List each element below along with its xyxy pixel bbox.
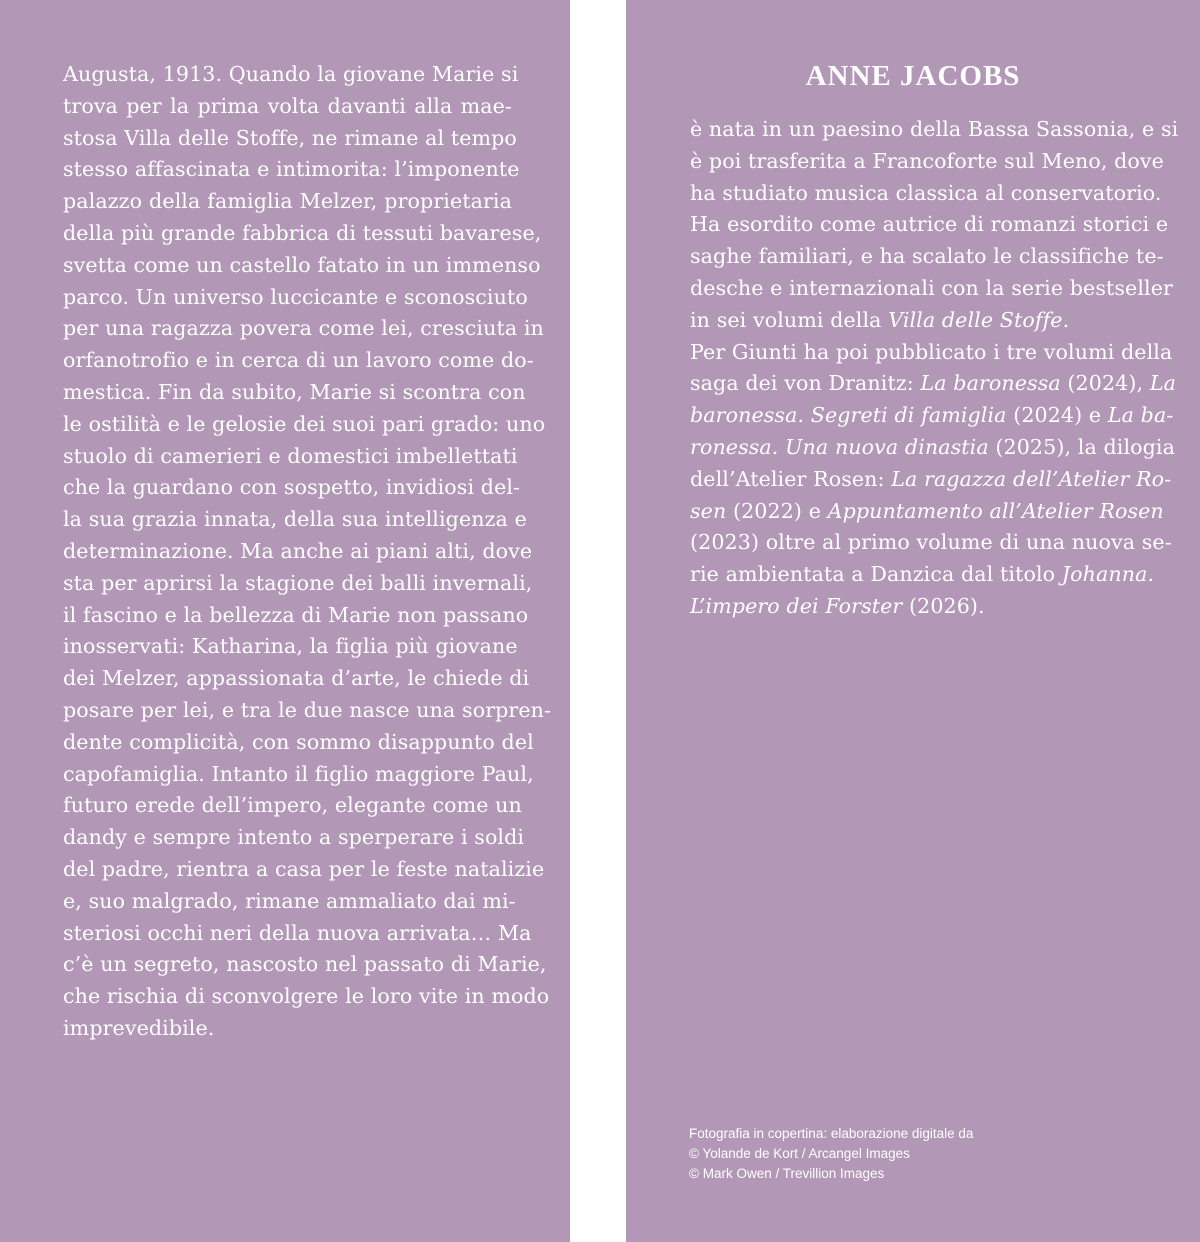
bio-line (690, 209, 1169, 241)
blurb-line: steriosi occhi neri della nuova arrivata… Ma (63, 920, 532, 945)
blurb-line: la sua grazia innata, della sua intelligenza e (63, 507, 527, 532)
blurb-line: futuro erede dell’impero, elegante come un (63, 793, 522, 818)
bio-text-run: (2026). (902, 593, 985, 618)
cover-photo-credits (689, 1124, 1149, 1184)
bio-line (690, 400, 1174, 432)
bio-text-run: in sei volumi della (690, 307, 889, 332)
bio-line (690, 241, 1164, 273)
bio-title-run: ronessa. Una nuova dinastia (690, 434, 989, 459)
bio-title-run: Appuntamento all’Atelier Rosen (827, 498, 1164, 523)
blurb-line: della più grande fabbrica di tessuti bavarese, (63, 220, 542, 245)
blurb-line: Augusta, 1913. Quando la giovane Marie si (63, 62, 519, 86)
bio-line (690, 305, 1138, 337)
blurb-line: svetta come un castello fatato in un immenso (63, 252, 541, 277)
author-bio (690, 114, 1179, 623)
bio-text-run: è poi trasferita a Francoforte sul Meno, dove (690, 148, 1164, 173)
bio-line (690, 337, 1173, 369)
bio-title-run: baronessa. Segreti di famiglia (690, 403, 1007, 428)
bio-line (690, 559, 1155, 591)
bio-title-run: La ragazza dell’Atelier Ro- (891, 466, 1172, 491)
bio-text-run: saghe familiari, e ha scalato le classifiche te- (690, 244, 1164, 269)
bio-title-run: Johanna. (1061, 562, 1155, 587)
blurb-line: c’è un segreto, nascosto nel passato di Marie, (63, 952, 547, 977)
blurb-line: per una ragazza povera come lei, cresciuta in (63, 316, 544, 341)
blurb-line: le ostilità e le gelosie dei suoi pari grado: uno (63, 411, 546, 436)
bio-line (690, 146, 1164, 178)
bio-text-run: dell’Atelier Rosen: (690, 466, 892, 491)
blurb-line: dei Melzer, appassionata d’arte, le chiede di (63, 666, 530, 691)
blurb-line: dente complicità, con sommo disappunto del (63, 729, 534, 754)
bio-text-run: (2025), la dilogia (988, 434, 1175, 459)
bio-text-run: desche e internazionali con la serie bestseller (690, 275, 1173, 300)
blurb-line: palazzo della famiglia Melzer, proprietaria (63, 189, 512, 214)
left-flap-panel (0, 0, 570, 1242)
blurb-line: inosservati: Katharina, la figlia più giovane (63, 634, 518, 659)
bio-line (690, 368, 1176, 400)
blurb-line: che la guardano con sospetto, invidiosi del- (63, 475, 521, 500)
bio-line (690, 273, 1173, 305)
bio-text-run: rie ambientata a Danzica dal titolo (690, 562, 1062, 587)
bio-line (690, 178, 1162, 210)
blurb-line: posare per lei, e tra le due nasce una sorpren- (63, 697, 552, 722)
bio-title-run: La ba- (1107, 403, 1174, 428)
bio-title-run: L’impero dei Forster (690, 593, 903, 618)
blurb-line: stesso affascinata e intimorita: l’imponente (63, 157, 520, 182)
bio-line (690, 464, 1172, 496)
blurb-line: mestica. Fin da subito, Marie si scontra con (63, 379, 526, 404)
blurb-line: sta per aprirsi la stagione dei balli invernali, (63, 570, 533, 595)
bio-text-run: (2023) oltre al primo volume di una nuova se- (690, 530, 1172, 555)
bio-text-run: . (1062, 307, 1070, 332)
blurb-line: orfanotrofio e in cerca di un lavoro come do- (63, 348, 534, 373)
credit-line: © Yolande de Kort / Arcangel Images (689, 1146, 910, 1161)
bio-text-run: (2024), (1060, 371, 1150, 396)
bio-line (690, 432, 1175, 464)
book-blurb (63, 59, 552, 1045)
blurb-line: il fascino e la bellezza di Marie non passano (63, 602, 529, 627)
right-flap-panel (626, 0, 1200, 1242)
blurb-line: determinazione. Ma anche ai piani alti, dove (63, 538, 533, 563)
blurb-line: del padre, rientra a casa per le feste natalizie (63, 856, 545, 881)
bio-text-run: ha studiato musica classica al conservatorio. (690, 180, 1162, 205)
bio-title-run: Villa delle Stoffe (888, 307, 1063, 332)
bio-text-run: saga dei von Dranitz: (690, 371, 921, 396)
bio-text-run: è nata in un paesino della Bassa Sassonia, e si (690, 117, 1179, 141)
bio-title-run: La baronessa (920, 371, 1061, 396)
credit-line: Fotografia in copertina: elaborazione digitale da (689, 1126, 974, 1141)
bio-title-run: La (1149, 371, 1176, 396)
bio-text-run: Ha esordito come autrice di romanzi storici e (690, 212, 1169, 237)
blurb-line: che rischia di sconvolgere le loro vite in modo (63, 984, 550, 1009)
bio-title-run: sen (690, 498, 727, 523)
credit-line: © Mark Owen / Trevillion Images (689, 1166, 885, 1181)
bio-line (690, 591, 1138, 623)
blurb-line: dandy e sempre intento a sperperare i soldi (63, 825, 525, 850)
author-name: ANNE JACOBS (805, 60, 1021, 92)
blurb-line: stosa Villa delle Stoffe, ne rimane al tempo (63, 125, 517, 150)
bio-line (690, 527, 1172, 559)
blurb-line: capofamiglia. Intanto il figlio maggiore Paul, (63, 761, 534, 786)
blurb-line: trova per la prima volta davanti alla mae- (63, 93, 512, 118)
bio-line (690, 114, 1179, 146)
blurb-line: parco. Un universo luccicante e sconosciuto (63, 284, 528, 309)
blurb-line: stuolo di camerieri e domestici imbellettati (63, 443, 518, 468)
blurb-line: imprevedibile. (63, 1015, 215, 1040)
bio-text-run: (2022) e (726, 498, 828, 523)
bio-text-run: Per Giunti ha poi pubblicato i tre volumi della (690, 339, 1173, 364)
bio-line (690, 496, 1164, 528)
bio-text-run: (2024) e (1006, 403, 1108, 428)
blurb-line: e, suo malgrado, rimane ammaliato dai mi- (63, 888, 516, 913)
